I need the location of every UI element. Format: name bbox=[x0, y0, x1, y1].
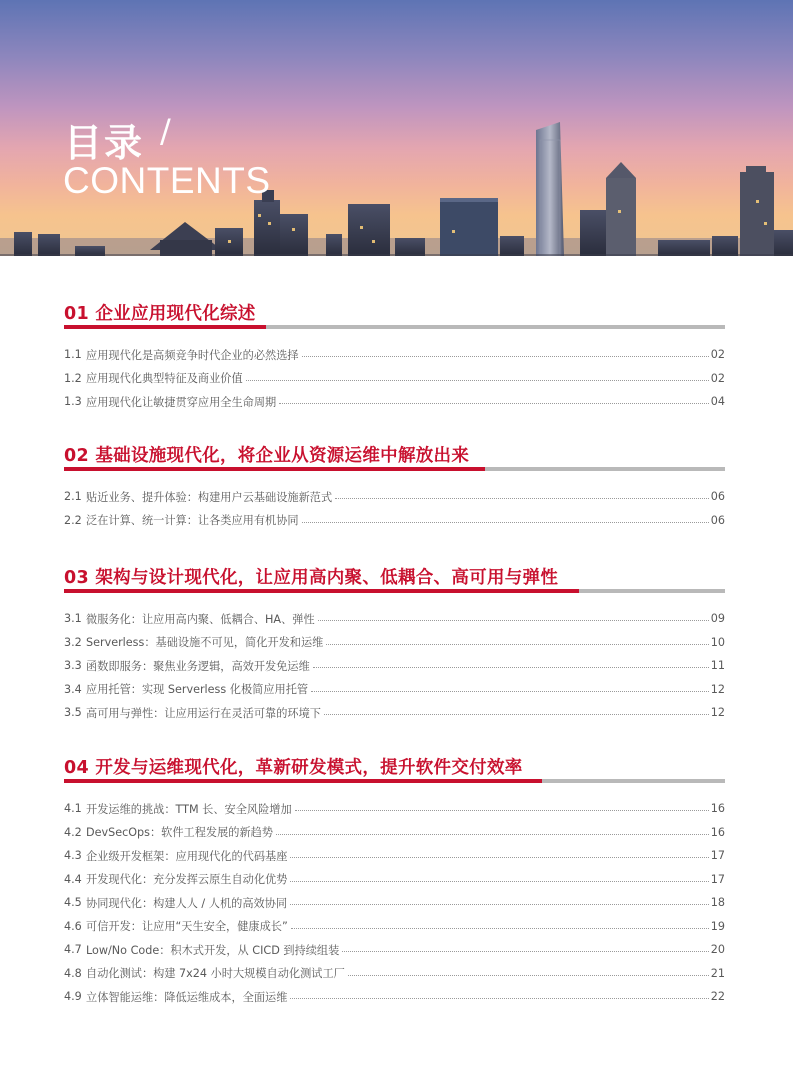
entry-title: Low/No Code：积木式开发，从 CICD 到持续组装 bbox=[86, 943, 340, 957]
toc-entry[interactable] bbox=[64, 868, 725, 892]
entry-number: 4.8 bbox=[64, 966, 82, 980]
entry-number: 3.5 bbox=[64, 706, 82, 720]
leader-dots bbox=[295, 810, 709, 811]
toc-section-01 bbox=[64, 300, 725, 409]
leader-dots bbox=[290, 881, 708, 882]
entry-number: 1.3 bbox=[64, 395, 82, 409]
entry-number: 4.2 bbox=[64, 825, 82, 839]
leader-dots bbox=[290, 998, 708, 999]
entry-page: 06 bbox=[710, 490, 725, 504]
entry-title: 微服务化：让应用高内聚、低耦合、HA、弹性 bbox=[86, 612, 315, 626]
entry-title: 应用托管：实现 Serverless 化极简应用托管 bbox=[86, 683, 309, 697]
leader-dots bbox=[342, 951, 708, 952]
entry-title: 可信开发：让应用“天生安全，健康成长” bbox=[86, 920, 288, 934]
leader-dots bbox=[313, 667, 709, 668]
section-title: 04 开发与运维现代化，革新研发模式，提升软件交付效率 bbox=[64, 758, 523, 778]
section-rule bbox=[64, 325, 725, 329]
entry-page: 19 bbox=[710, 919, 725, 933]
toc-entry[interactable] bbox=[64, 367, 725, 391]
entry-title: 应用现代化让敏捷贯穿应用全生命周期 bbox=[86, 395, 277, 409]
leader-dots bbox=[276, 834, 709, 835]
leader-dots bbox=[318, 620, 709, 621]
leader-dots bbox=[246, 380, 709, 381]
entry-page: 02 bbox=[710, 348, 725, 362]
leader-dots bbox=[348, 975, 709, 976]
entry-page: 10 bbox=[710, 635, 725, 649]
section-title: 02 基础设施现代化，将企业从资源运维中解放出来 bbox=[64, 446, 470, 466]
toc-entry[interactable] bbox=[64, 821, 725, 845]
entry-number: 4.1 bbox=[64, 802, 82, 816]
toc-entry[interactable] bbox=[64, 509, 725, 533]
entry-page: 18 bbox=[710, 896, 725, 910]
entry-title: 自动化测试：构建 7x24 小时大规模自动化测试工厂 bbox=[86, 967, 345, 981]
toc-section-02 bbox=[64, 442, 725, 528]
entry-page: 12 bbox=[710, 706, 725, 720]
entry-title: 开发现代化：充分发挥云原生自动化优势 bbox=[86, 873, 288, 887]
entry-page: 06 bbox=[710, 513, 725, 527]
leader-dots bbox=[311, 691, 709, 692]
entry-page: 17 bbox=[710, 872, 725, 886]
entry-title: 泛在计算、统一计算：让各类应用有机协同 bbox=[86, 514, 299, 528]
section-heading bbox=[64, 754, 725, 784]
entry-title: 协同现代化：构建人人 / 人机的高效协同 bbox=[86, 896, 288, 910]
toc-entry[interactable] bbox=[64, 844, 725, 868]
title-divider: / bbox=[160, 112, 171, 150]
entry-number: 4.3 bbox=[64, 849, 82, 863]
leader-dots bbox=[291, 928, 709, 929]
entry-title: 开发运维的挑战：TTM 长、安全风险增加 bbox=[86, 802, 292, 816]
entry-number: 3.1 bbox=[64, 612, 82, 626]
entry-number: 4.4 bbox=[64, 872, 82, 886]
entry-title: 高可用与弹性：让应用运行在灵活可靠的环境下 bbox=[86, 706, 321, 720]
entry-number: 3.3 bbox=[64, 659, 82, 673]
section-title: 03 架构与设计现代化，让应用高内聚、低耦合、高可用与弹性 bbox=[64, 568, 559, 588]
entry-number: 4.7 bbox=[64, 943, 82, 957]
toc-entry[interactable] bbox=[64, 678, 725, 702]
toc-entry[interactable] bbox=[64, 390, 725, 414]
entry-page: 21 bbox=[710, 966, 725, 980]
page-title-en: CONTENTS bbox=[63, 160, 271, 201]
entry-number: 3.2 bbox=[64, 635, 82, 649]
toc-section-03 bbox=[64, 564, 725, 720]
entry-number: 4.6 bbox=[64, 919, 82, 933]
toc-entry[interactable] bbox=[64, 485, 725, 509]
toc-entry[interactable] bbox=[64, 654, 725, 678]
leader-dots bbox=[302, 356, 709, 357]
entry-page: 11 bbox=[710, 659, 725, 673]
toc-entry[interactable] bbox=[64, 607, 725, 631]
section-heading bbox=[64, 300, 725, 330]
entry-page: 17 bbox=[710, 849, 725, 863]
entry-title: 应用现代化是高频竞争时代企业的必然选择 bbox=[86, 348, 299, 362]
section-heading bbox=[64, 564, 725, 594]
toc-entry[interactable] bbox=[64, 985, 725, 1009]
entry-page: 12 bbox=[710, 682, 725, 696]
entry-page: 22 bbox=[710, 990, 725, 1004]
toc-entry[interactable] bbox=[64, 701, 725, 725]
toc-entry[interactable] bbox=[64, 962, 725, 986]
entry-page: 09 bbox=[710, 612, 725, 626]
entry-page: 02 bbox=[710, 371, 725, 385]
leader-dots bbox=[290, 857, 708, 858]
leader-dots bbox=[326, 644, 708, 645]
entry-title: 函数即服务：聚焦业务逻辑，高效开发免运维 bbox=[86, 659, 310, 673]
entry-title: DevSecOps：软件工程发展的新趋势 bbox=[86, 826, 274, 840]
leader-dots bbox=[302, 522, 709, 523]
entry-number: 1.2 bbox=[64, 371, 82, 385]
toc-entry[interactable] bbox=[64, 915, 725, 939]
page-title-cn: 目录 bbox=[64, 121, 145, 165]
toc-section-04 bbox=[64, 754, 725, 1004]
toc-entry[interactable] bbox=[64, 938, 725, 962]
toc-entry[interactable] bbox=[64, 631, 725, 655]
entry-number: 2.2 bbox=[64, 513, 82, 527]
section-rule bbox=[64, 779, 725, 783]
entry-page: 16 bbox=[710, 825, 725, 839]
toc-entry[interactable] bbox=[64, 797, 725, 821]
entry-title: 企业级开发框架：应用现代化的代码基座 bbox=[86, 849, 288, 863]
entry-number: 4.5 bbox=[64, 896, 82, 910]
leader-dots bbox=[324, 714, 709, 715]
entry-number: 4.9 bbox=[64, 990, 82, 1004]
section-heading bbox=[64, 442, 725, 472]
leader-dots bbox=[335, 498, 709, 499]
section-rule bbox=[64, 467, 725, 471]
entry-number: 2.1 bbox=[64, 490, 82, 504]
toc-entry[interactable] bbox=[64, 891, 725, 915]
toc-entry[interactable] bbox=[64, 343, 725, 367]
entry-page: 04 bbox=[710, 395, 725, 409]
section-rule bbox=[64, 589, 725, 593]
entry-page: 16 bbox=[710, 802, 725, 816]
entry-title: 应用现代化典型特征及商业价值 bbox=[86, 372, 243, 386]
entry-title: 贴近业务、提升体验：构建用户云基础设施新范式 bbox=[86, 490, 333, 504]
entry-title: Serverless：基础设施不可见，简化开发和运维 bbox=[86, 636, 324, 650]
header-banner bbox=[0, 0, 793, 256]
entry-number: 3.4 bbox=[64, 682, 82, 696]
entry-title: 立体智能运维：降低运维成本，全面运维 bbox=[86, 990, 288, 1004]
leader-dots bbox=[279, 403, 709, 404]
entry-number: 1.1 bbox=[64, 348, 82, 362]
leader-dots bbox=[290, 904, 709, 905]
section-title: 01 企业应用现代化综述 bbox=[64, 304, 256, 324]
entry-page: 20 bbox=[710, 943, 725, 957]
